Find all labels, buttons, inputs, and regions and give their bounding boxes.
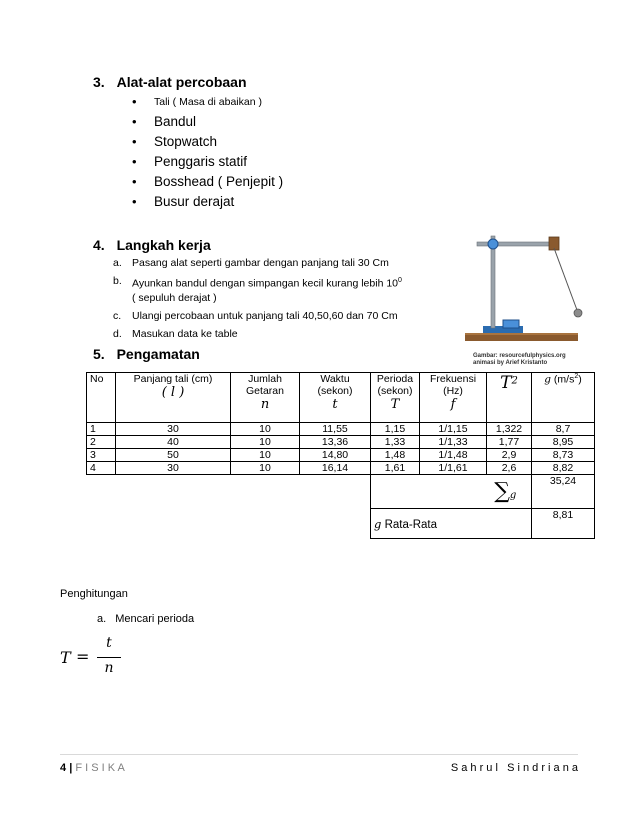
figure-caption-line: animasi by Arief Kristanto <box>473 360 548 366</box>
section-5-heading <box>93 346 200 362</box>
section-3-heading <box>93 74 247 90</box>
formula-equals: = <box>76 647 90 666</box>
section-5-number: 5. <box>93 346 105 362</box>
stand-rod <box>491 236 495 328</box>
header-t-squared: $T^2$ <box>487 373 532 423</box>
header-no: No <box>87 373 116 423</box>
step-text: Ulangi percobaan untuk panjang tali 40,50,60 dan 70 Cm <box>132 309 398 322</box>
page-number: 4 <box>60 762 67 774</box>
header-symbol: ( l ) <box>161 385 185 400</box>
calc-step <box>97 613 194 625</box>
step-item <box>113 274 433 305</box>
equipment-item: • Penggaris statif <box>130 152 283 172</box>
table-row: 2 40 10 13,36 1,33 1/1,33 1,77 8,95 <box>87 436 595 449</box>
step-letter: d. <box>113 327 122 340</box>
step-letter: b. <box>113 275 122 287</box>
fraction-bar <box>97 657 121 658</box>
degree-superscript: 0 <box>398 277 402 284</box>
header-gravity: g $(m/s^2)$ <box>532 373 595 423</box>
step-letter: a. <box>113 257 122 269</box>
equipment-item: • Busur derajat <box>130 192 283 212</box>
step-letter: c. <box>113 309 122 322</box>
sum-row <box>87 475 595 509</box>
formula-numerator: t <box>106 635 112 651</box>
section-4-heading <box>93 237 211 253</box>
header-period: Perioda (sekon) T <box>371 373 420 423</box>
section-3-number: 3. <box>93 74 105 90</box>
table-row: 3 50 10 14,80 1,48 1/1,48 2,9 8,73 <box>87 449 595 462</box>
equipment-item: • Bosshead ( Penjepit ) <box>130 172 283 192</box>
steps-list <box>113 256 433 345</box>
step-text: Masukan data ke table <box>132 327 238 340</box>
calc-step-letter: a. <box>97 613 107 625</box>
mean-label: g Rata-Rata <box>371 509 532 539</box>
equipment-item: • Stopwatch <box>130 132 283 152</box>
step-text-continued: ( sepuluh derajat ) <box>132 291 217 304</box>
pendulum-bob <box>574 309 582 317</box>
pendulum-apparatus-figure <box>455 222 590 352</box>
pendulum-string <box>554 248 577 310</box>
step-item <box>113 256 433 270</box>
step-text: Pasang alat seperti gambar dengan panjang tali 30 Cm <box>132 257 389 269</box>
step-item <box>113 309 433 323</box>
section-4-number: 4. <box>93 237 105 253</box>
header-vibrations: Jumlah Getaran n <box>231 373 300 423</box>
header-frequency: Frekuensi (Hz) f <box>420 373 487 423</box>
footer-separator: | <box>69 762 73 774</box>
header-symbol: n <box>260 397 270 412</box>
figure-caption <box>473 353 566 367</box>
header-symbol: t <box>332 397 338 412</box>
sum-label: ∑g <box>371 475 532 509</box>
footer-left <box>60 762 125 774</box>
footer-rule <box>60 754 578 755</box>
mean-row <box>87 509 595 539</box>
bosshead-clamp <box>488 239 498 249</box>
equipment-list <box>130 92 283 212</box>
mean-value: 8,81 <box>532 509 595 539</box>
formula-denominator: n <box>104 660 114 676</box>
footer-author: S a h r u l S i n d r i a n a <box>450 762 578 774</box>
figure-caption-line: Gambar: resourcefulphysics.org <box>473 353 566 359</box>
header-symbol: f <box>450 397 456 412</box>
section-5-title: Pengamatan <box>116 346 200 362</box>
table-row: 4 30 10 16,14 1,61 1/1,61 2,6 8,82 <box>87 462 595 475</box>
step-text: Ayunkan bandul dengan simpangan kecil kurang lebih 10 <box>132 277 399 290</box>
table-header-row <box>87 373 595 423</box>
section-4-title: Langkah kerja <box>116 237 211 253</box>
calc-step-text: Mencari perioda <box>115 613 195 625</box>
calc-heading: Penghitungan <box>60 588 128 600</box>
table-row: 1 30 10 11,55 1,15 1/1,15 1,322 8,7 <box>87 423 595 436</box>
footer-subject: F I S I K A <box>75 762 125 774</box>
header-symbol: T <box>390 397 400 412</box>
equipment-item: • Bandul <box>130 112 283 132</box>
header-length: Panjang tali (cm) ( l ) <box>116 373 231 423</box>
formula-lhs: T <box>60 648 71 667</box>
section-3-title: Alat-alat percobaan <box>116 74 247 90</box>
step-item <box>113 327 433 341</box>
observation-table <box>86 372 595 539</box>
equipment-item: • Tali ( Masa di abaikan ) <box>130 92 283 112</box>
header-time: Waktu (sekon) t <box>300 373 371 423</box>
sum-value: 35,24 <box>532 475 595 509</box>
